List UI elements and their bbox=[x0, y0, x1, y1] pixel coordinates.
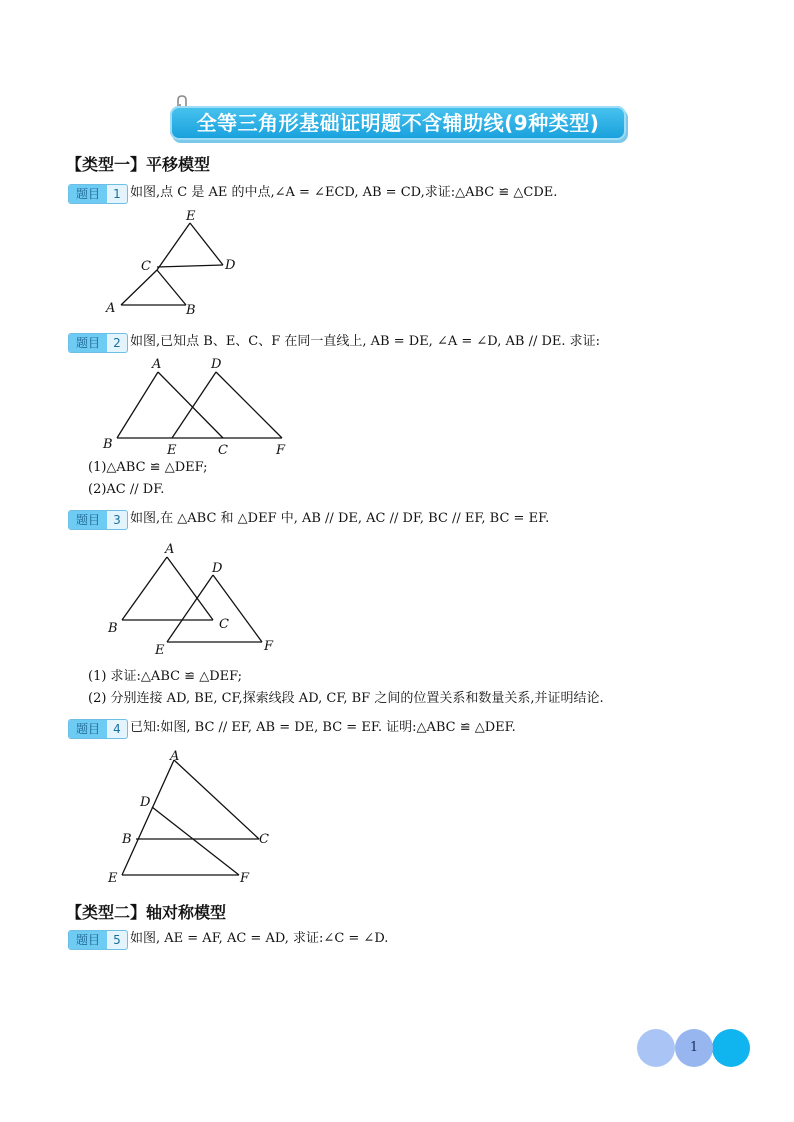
segment-AC bbox=[121, 270, 157, 305]
question-part: (2) 分别连接 AD, BE, CF,探索线段 AD, CF, BF 之间的位置关系和数量关系,并证明结论. bbox=[88, 691, 604, 706]
point-label: C bbox=[259, 832, 269, 847]
segment-CB bbox=[157, 270, 186, 305]
page-decoration-left bbox=[637, 1029, 675, 1067]
figure-3 bbox=[100, 538, 290, 662]
question-tag-3 bbox=[68, 510, 128, 530]
question-text-5: 如图, AE = AF, AC = AD, 求证:∠C = ∠D. bbox=[130, 931, 389, 946]
question-tag-label: 题目 bbox=[69, 511, 107, 529]
point-label: B bbox=[122, 832, 132, 847]
point-label: B bbox=[186, 303, 196, 318]
question-tag-1 bbox=[68, 184, 128, 204]
point-label: E bbox=[167, 443, 177, 458]
figure-1 bbox=[100, 202, 250, 322]
point-label: D bbox=[225, 258, 236, 273]
point-label: A bbox=[165, 542, 175, 557]
point-label: D bbox=[140, 795, 151, 810]
question-tag-4 bbox=[68, 719, 128, 739]
question-part: (2)AC // DF. bbox=[88, 482, 165, 497]
point-label: B bbox=[103, 437, 113, 452]
question-number: 5 bbox=[113, 933, 121, 947]
segment-DF bbox=[152, 807, 239, 875]
question-text-1: 如图,点 C 是 AE 的中点,∠A = ∠ECD, AB = CD,求证:△ABC ≌ △CDE. bbox=[130, 185, 558, 200]
question-text-2: 如图,已知点 B、E、C、F 在同一直线上, AB = DE, ∠A = ∠D, AB // DE. 求证: bbox=[130, 334, 601, 349]
point-label: C bbox=[219, 617, 229, 632]
point-label: D bbox=[212, 561, 223, 576]
figure-4 bbox=[100, 744, 280, 890]
question-number: 4 bbox=[113, 722, 121, 736]
question-part: (1)△ABC ≌ △DEF; bbox=[88, 460, 208, 475]
point-label: E bbox=[108, 871, 118, 886]
point-label: C bbox=[218, 443, 228, 458]
section-heading-2: 【类型二】轴对称模型 bbox=[66, 903, 227, 922]
segment-DE bbox=[167, 575, 213, 642]
question-tag-label: 题目 bbox=[69, 931, 107, 949]
page-title: 全等三角形基础证明题不含辅助线(9种类型) bbox=[196, 111, 600, 135]
segment-ED bbox=[190, 223, 223, 265]
figure-2 bbox=[100, 354, 300, 458]
page-number: 1 bbox=[675, 1029, 713, 1067]
segment-AC bbox=[174, 760, 259, 839]
segment-AB bbox=[117, 372, 158, 438]
segment-CD bbox=[157, 265, 223, 267]
point-label: E bbox=[186, 209, 196, 224]
point-label: F bbox=[276, 443, 286, 458]
question-tag-label: 题目 bbox=[69, 720, 107, 738]
segment-AB bbox=[122, 557, 167, 620]
page-decoration-right bbox=[712, 1029, 750, 1067]
segment-AC bbox=[167, 557, 213, 620]
point-label: A bbox=[152, 357, 162, 372]
point-label: D bbox=[211, 357, 222, 372]
point-label: E bbox=[155, 643, 165, 658]
question-text-4: 已知:如图, BC // EF, AB = DE, BC = EF. 证明:△ABC ≌ △DEF. bbox=[130, 720, 516, 735]
question-number: 2 bbox=[113, 336, 121, 350]
question-tag-5 bbox=[68, 930, 128, 950]
question-number: 1 bbox=[113, 187, 121, 201]
point-label: F bbox=[264, 639, 274, 654]
question-number: 3 bbox=[113, 513, 121, 527]
segment-AC bbox=[158, 372, 223, 438]
point-label: C bbox=[141, 259, 151, 274]
page-title-banner bbox=[170, 106, 626, 140]
point-label: B bbox=[108, 621, 118, 636]
question-tag-label: 题目 bbox=[69, 185, 107, 203]
question-tag-2 bbox=[68, 333, 128, 353]
question-part: (1) 求证:△ABC ≌ △DEF; bbox=[88, 669, 243, 684]
section-heading-1: 【类型一】平移模型 bbox=[66, 155, 211, 174]
point-label: A bbox=[106, 301, 116, 316]
question-text-3: 如图,在 △ABC 和 △DEF 中, AB // DE, AC // DF, BC // EF, BC = EF. bbox=[130, 511, 550, 526]
segment-DF bbox=[216, 372, 282, 438]
segment-DE bbox=[172, 372, 216, 438]
point-label: F bbox=[240, 871, 250, 886]
question-tag-label: 题目 bbox=[69, 334, 107, 352]
point-label: A bbox=[170, 749, 180, 764]
segment-CE bbox=[157, 223, 190, 270]
